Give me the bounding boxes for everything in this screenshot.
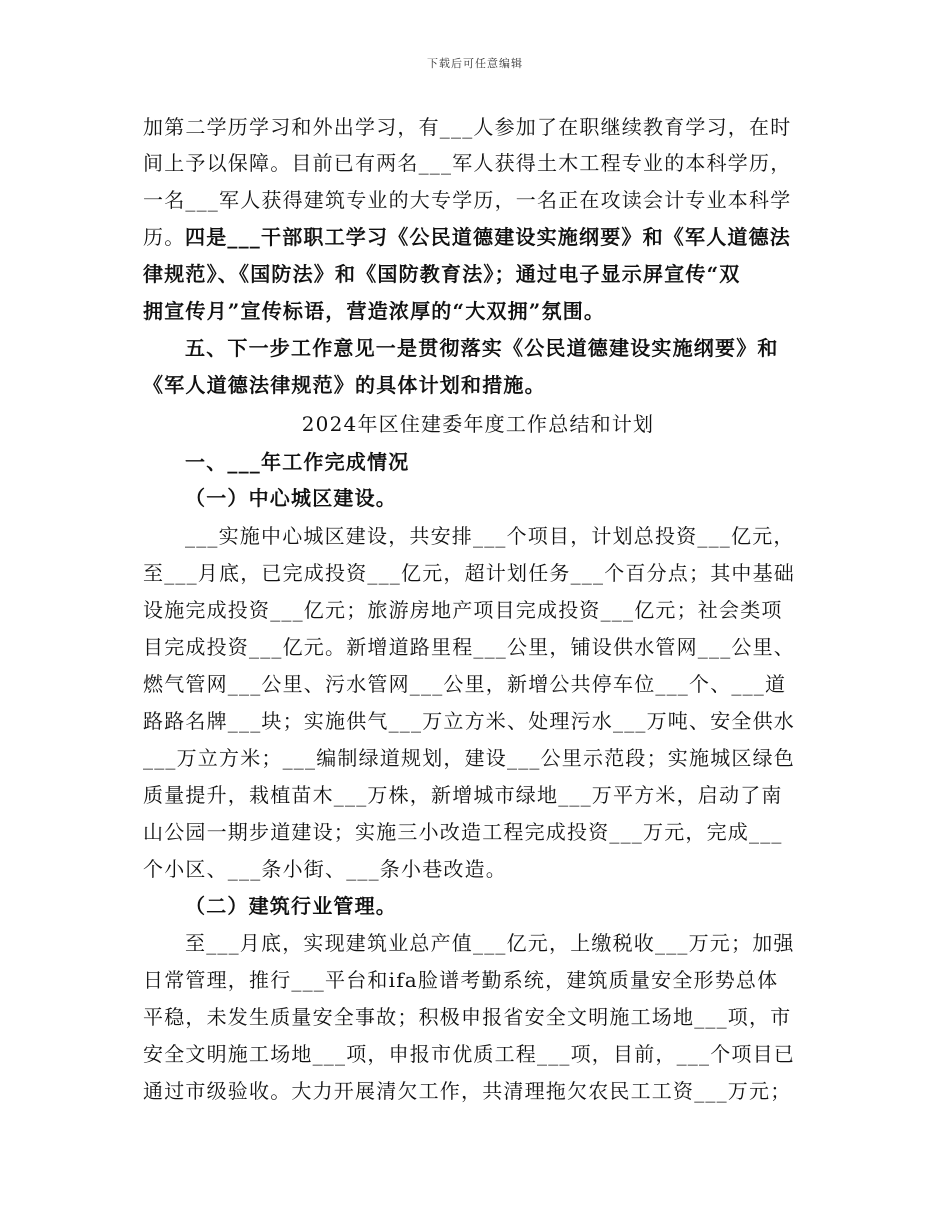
paragraph-line: 个小区、___条小街、___条小巷改造。 <box>143 857 507 881</box>
paragraph-line: ___实施中心城区建设，共安排___个项目，计划总投资___亿元， <box>185 524 795 548</box>
paragraph-line: ___万立方米；___编制绿道规划，建设___公里示范段；实施城区绿色 <box>143 746 795 770</box>
section-heading-next-steps: 五、下一步工作意见一是贯彻落实《公民道德建设实施纲要》和 <box>185 336 779 360</box>
paragraph-line: 山公园一期步道建设；实施三小改造工程完成投资___万元，完成___ <box>143 820 783 844</box>
paragraph-line: 间上予以保障。目前已有两名___军人获得土木工程专业的本科学历， <box>143 151 792 175</box>
section-heading-1: 一、___年工作完成情况 <box>185 450 410 474</box>
paragraph-line: 设施完成投资___亿元；旅游房地产项目完成投资___亿元；社会类项 <box>143 598 783 622</box>
paragraph-line: 加第二学历学习和外出学习，有___人参加了在职继续教育学习，在时 <box>143 115 792 139</box>
paragraph-line: 历。 <box>143 225 186 249</box>
paragraph-line-bold: 拥宣传月”宣传标语，营造浓厚的“大双拥”氛围。 <box>143 299 606 323</box>
paragraph-line: 安全文明施工场地___项，申报市优质工程___项，目前，___个项目已 <box>143 1042 795 1066</box>
paragraph-line: 燃气管网___公里、污水管网___公里，新增公共停车位___个、___道 <box>143 672 787 696</box>
paragraph-line: 通过市级验收。大力开展清欠工作，共清理拖欠农民工工资___万元； <box>143 1079 792 1103</box>
paragraph-line-bold: 《军人道德法律规范》的具体计划和措施。 <box>143 373 546 397</box>
paragraph-line-bold: 律规范》、《国防法》和《国防教育法》；通过电子显示屏宣传“双 <box>143 262 741 286</box>
page-header: 下载后可任意编辑 <box>427 57 523 70</box>
paragraph-line: 至___月底，实现建筑业总产值___亿元，上缴税收___万元；加强 <box>185 931 795 955</box>
subsection-heading-2: （二）建筑行业管理。 <box>185 894 397 918</box>
paragraph-line: 平稳，未发生质量安全事故；积极申报省安全文明施工场地___项，市 <box>143 1005 792 1029</box>
document-title: 2024年区住建委年度工作总结和计划 <box>301 412 655 436</box>
paragraph-line: 质量提升，栽植苗木___万株，新增城市绿地___万平方米，启动了南 <box>143 783 783 807</box>
subsection-heading-1: （一）中心城区建设。 <box>185 486 397 510</box>
paragraph-line: 日常管理，推行___平台和ifa脸谱考勤系统，建筑质量安全形势总体 <box>143 968 779 992</box>
paragraph-line-bold: 四是___干部职工学习《公民道德建设实施纲要》和《军人道德法 <box>185 225 791 249</box>
paragraph-line: 路路名牌___块；实施供气___万立方米、处理污水___万吨、安全供水 <box>143 709 795 733</box>
paragraph-line: 目完成投资___亿元。新增道路里程___公里，铺设供水管网___公里、 <box>143 635 795 659</box>
paragraph-line: 至___月底，已完成投资___亿元，超计划任务___个百分点；其中基础 <box>143 561 795 585</box>
paragraph-line: 一名___军人获得建筑专业的大专学历，一名正在攻读会计专业本科学 <box>143 188 792 212</box>
